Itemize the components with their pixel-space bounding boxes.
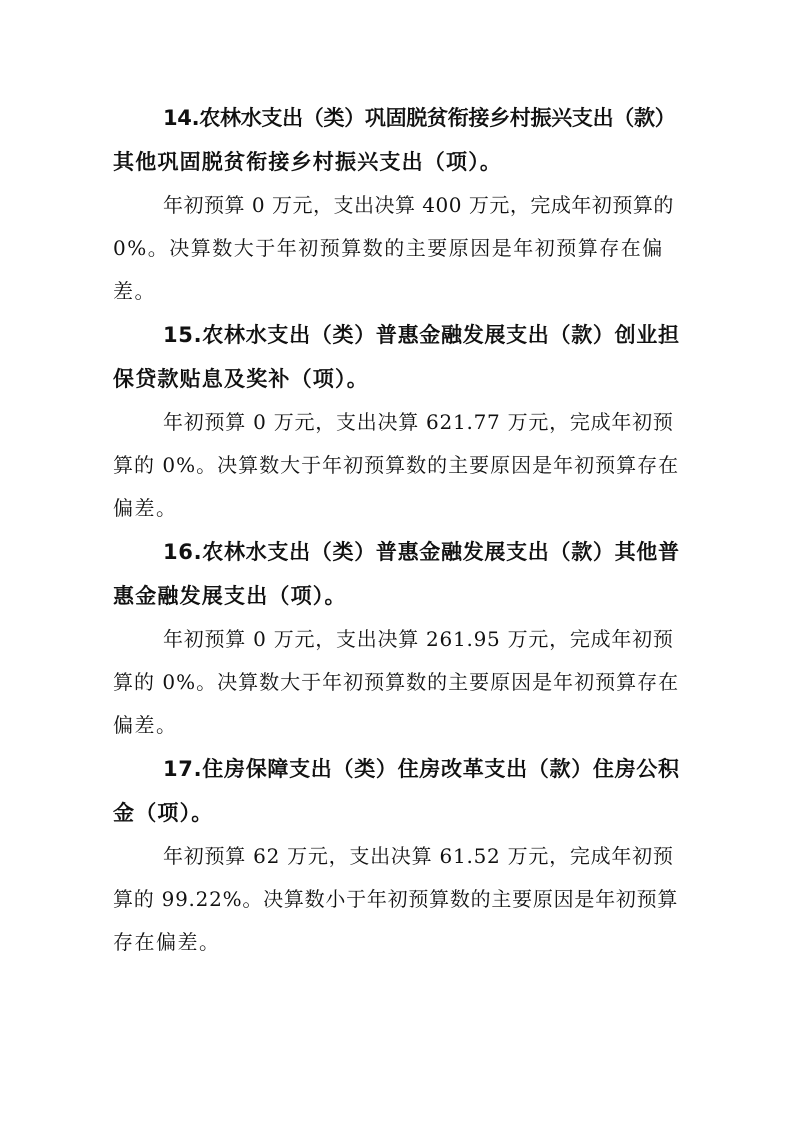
paragraph-text: 年初预算 62 万元，支出决算 61.52 万元，完成年初预 <box>163 844 674 868</box>
section-16-heading-line-2 <box>0 574 793 618</box>
section-heading-text: 金（项）。 <box>113 801 214 825</box>
section-15-heading-line-2 <box>0 357 793 401</box>
section-17-body-line-1 <box>0 834 793 878</box>
paragraph-text: 年初预算 0 万元，支出决算 400 万元，完成年初预算的 <box>163 193 674 217</box>
paragraph-text: 年初预算 0 万元，支出决算 621.77 万元，完成年初预 <box>163 410 674 434</box>
section-14-heading-line-2 <box>0 140 793 184</box>
section-16-body-line-2 <box>0 660 793 704</box>
section-heading-text: 其他巩固脱贫衔接乡村振兴支出（项）。 <box>113 150 503 174</box>
section-17-body-line-3 <box>0 920 793 964</box>
paragraph-text: 偏差。 <box>113 713 178 737</box>
section-17-body-line-2 <box>0 877 793 921</box>
section-heading-text: 17.住房保障支出（类）住房改革支出（款）住房公积 <box>163 757 680 781</box>
section-16-heading-line-1 <box>0 530 793 574</box>
section-heading-text: 保贷款贴息及奖补（项）。 <box>113 367 369 391</box>
paragraph-text: 算的 99.22%。决算数小于年初预算数的主要原因是年初预算 <box>113 887 679 911</box>
section-15-body-line-1 <box>0 400 793 444</box>
section-heading-text: 14.农林水支出（类）巩固脱贫衔接乡村振兴支出（款） <box>163 106 676 130</box>
section-14-body-line-2 <box>0 226 793 270</box>
section-16-body-line-1 <box>0 617 793 661</box>
section-heading-text: 15.农林水支出（类）普惠金融发展支出（款）创业担 <box>163 323 680 347</box>
section-heading-text: 惠金融发展支出（项）。 <box>113 584 347 608</box>
section-14-body-line-1 <box>0 183 793 227</box>
paragraph-text: 算的 0%。决算数大于年初预算数的主要原因是年初预算存在 <box>113 453 680 477</box>
section-15-heading-line-1 <box>0 313 793 357</box>
paragraph-text: 算的 0%。决算数大于年初预算数的主要原因是年初预算存在 <box>113 670 680 694</box>
section-14-heading-line-1 <box>0 96 793 140</box>
paragraph-text: 年初预算 0 万元，支出决算 261.95 万元，完成年初预 <box>163 627 674 651</box>
paragraph-text: 0%。决算数大于年初预算数的主要原因是年初预算存在偏 <box>113 236 664 260</box>
section-14-body-line-3 <box>0 269 793 313</box>
section-15-body-line-2 <box>0 443 793 487</box>
paragraph-text: 偏差。 <box>113 496 178 520</box>
paragraph-text: 存在偏差。 <box>113 930 221 954</box>
section-15-body-line-3 <box>0 486 793 530</box>
section-16-body-line-3 <box>0 703 793 747</box>
section-17-heading-line-1 <box>0 747 793 791</box>
paragraph-text: 差。 <box>113 279 156 303</box>
section-17-heading-line-2 <box>0 791 793 835</box>
section-heading-text: 16.农林水支出（类）普惠金融发展支出（款）其他普 <box>163 540 680 564</box>
